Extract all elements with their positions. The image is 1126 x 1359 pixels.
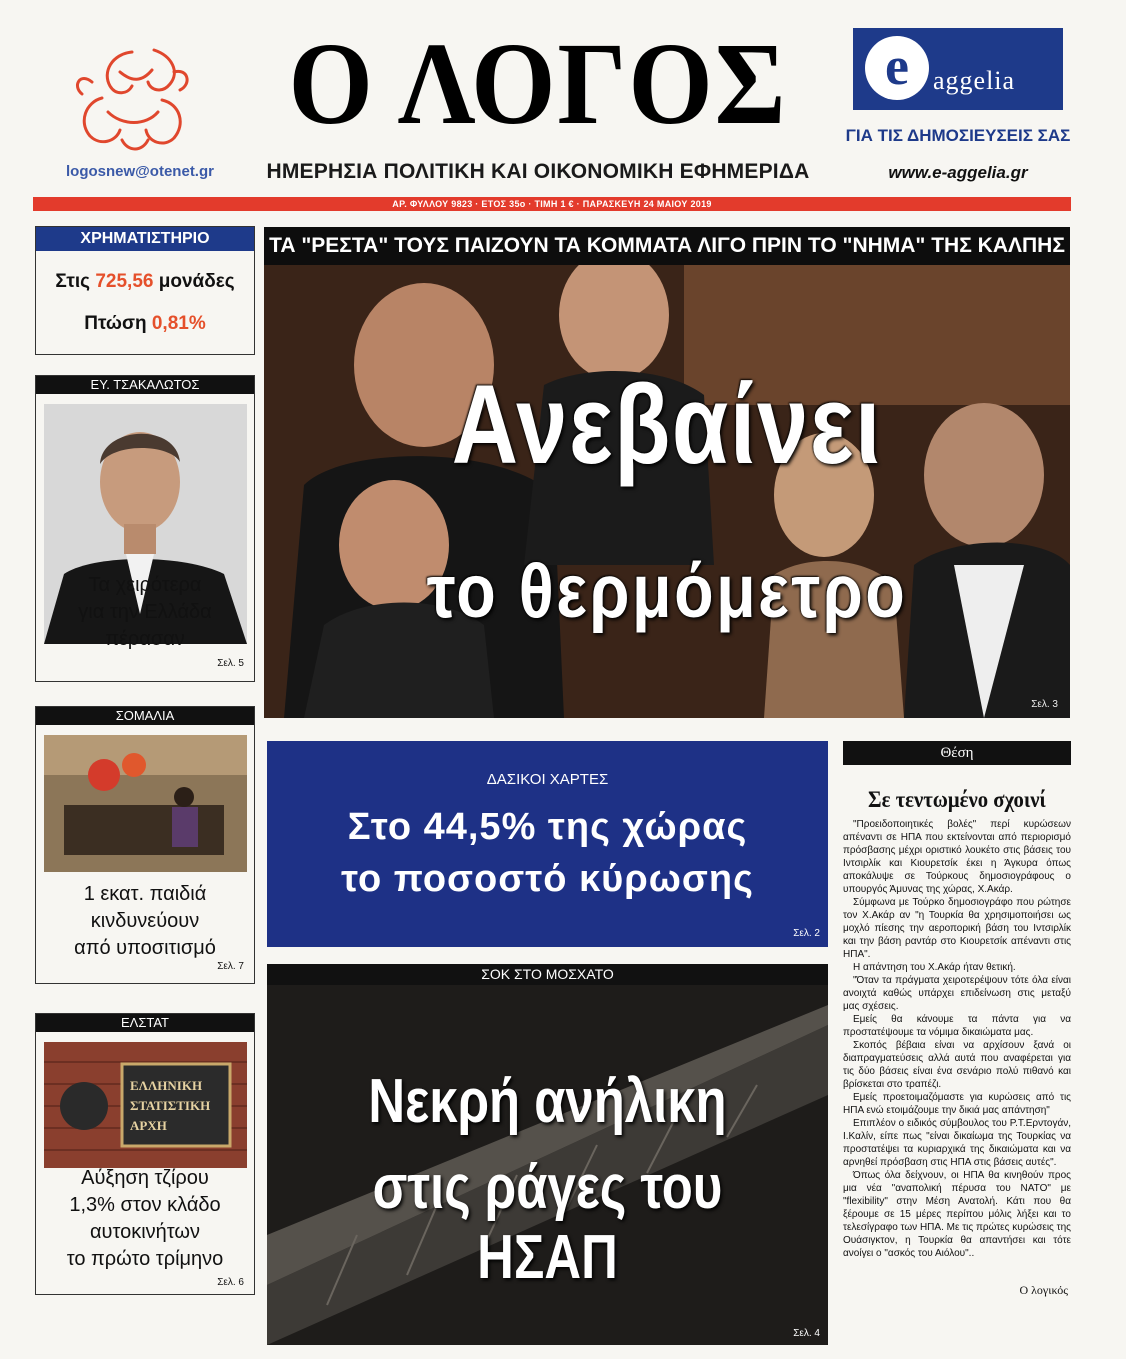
story-forest-maps[interactable] xyxy=(267,741,828,947)
stock-change-line xyxy=(36,313,254,335)
story-headline xyxy=(36,572,254,653)
opinion-paragraph: "Προειδοποιητικές βολές" περί κυρώσεων απέναντι σε ΗΠΑ που εκτείνονται από περιορισμό πρόσβασης μέχρι οριστικό λουκέτο στις βάσεις του Ιντσιρλίκ και Κιουρετσίκ έκει η Άγκυρα όπως αποκάλυψε σε Τούρκους δημοσιογράφους ο υπουργός Άμυνας της χώρας, Χ.Ακάρ. xyxy=(843,819,1071,895)
opinion-signature: Ο λογικός xyxy=(1019,1283,1068,1297)
story-kicker: ΔΑΣΙΚΟΙ ΧΑΡΤΕΣ xyxy=(486,771,609,788)
page-reference: Σελ. 5 xyxy=(217,658,244,669)
stock-index-suffix: μονάδες xyxy=(158,271,235,292)
newspaper-subtitle: ΗΜΕΡΗΣΙΑ ΠΟΛΙΤΙΚΗ ΚΑΙ ΟΙΚΟΝΟΜΙΚΗ ΕΦΗΜΕΡΙΔΑ xyxy=(266,160,810,183)
headline-line: Αύξηση τζίρου xyxy=(81,1167,209,1189)
opinion-paragraph: Εμείς προετοιμαζόμαστε για κυρώσεις από τις ΗΠΑ ενώ ετοιμάζουμε την δικιά μας απάντηση" xyxy=(843,1092,1071,1116)
headline-line: το πρώτο τρίμηνο xyxy=(66,1248,224,1270)
rail-headline-line1: Νεκρή ανήλικη xyxy=(368,1067,727,1136)
opinion-paragraph: Σύμφωνα με Τούρκο δημοσιογράφο που ρώτησε τον Χ.Ακάρ αν "η Τουρκία θα χρησιμοποιήσει ως μοχλό πίεσης την αεροπορική βάση του Ιντσιρλίκ και την βάση ραντάρ στο Κιουρετσίκ απέναντι στις ΗΠΑ". xyxy=(843,897,1071,960)
headline-line: αυτοκινήτων xyxy=(89,1221,201,1243)
headline-line: Τα χειρότερα xyxy=(88,574,202,596)
eaggelia-ad-logo[interactable] xyxy=(853,28,1063,110)
headline-line: κινδυνεύουν xyxy=(90,910,200,932)
story-elstat[interactable] xyxy=(35,1013,255,1295)
opinion-body xyxy=(843,818,1071,1278)
story-header: ΕΥ. ΤΣΑΚΑΛΩΤΟΣ xyxy=(36,376,254,394)
headline-line: από υποσιτισμό xyxy=(74,937,216,959)
stock-header: ΧΡΗΜΑΤΙΣΤΗΡΙΟ xyxy=(36,227,254,251)
lead-headline-line1: Ανεβαίνει xyxy=(451,362,883,487)
lead-kicker: ΤΑ "ΡΕΣΤΑ" ΤΟΥΣ ΠΑΙΖΟΥΝ ΤΑ ΚΟΜΜΑΤΑ ΛΙΓΟ ΠΡΙΝ ΤΟ "ΝΗΜΑ" ΤΗΣ ΚΑΛΠΗΣ xyxy=(264,227,1070,265)
newspaper-emblem xyxy=(62,42,202,160)
forest-headline-line1: Στο 44,5% της χώρας xyxy=(347,806,748,848)
opinion-paragraph: Η απάντηση του Χ.Ακάρ ήταν θετική. xyxy=(853,962,1016,973)
somalia-photo xyxy=(44,735,247,872)
page-reference: Σελ. 7 xyxy=(217,961,244,972)
stock-index-line xyxy=(36,271,254,293)
opinion-header: Θέση xyxy=(843,741,1071,765)
ad-url[interactable]: www.e-aggelia.gr xyxy=(888,163,1028,182)
stock-change-value: 0,81% xyxy=(151,313,206,334)
opinion-paragraph: Όπως όλα δείχνουν, οι ΗΠΑ θα κινηθούν προς μια νέα "αναπολική πέρυσα του ΝΑΤΟ" με "flexibility" στην Μέση Ανατολή. Κάτι που θα ξέρουμε σε 15 μέρες περίπου μόλις λήξει και το τελεσίγραφο των ΗΠΑ. Με τις πρώτες κυρώσεις της Ουάσιγκτον, η Τουρκία θα απαντήσει και τότε ανοίγει ο "ασκός του Αιόλου".. xyxy=(843,1170,1071,1259)
issue-info: ΑΡ. ΦΥΛΛΟΥ 9823 · ΕΤΟΣ 35ο · ΤΙΜΗ 1 € · ΠΑΡΑΣΚΕΥΗ 24 ΜΑΙΟΥ 2019 xyxy=(392,199,712,209)
opinion-paragraph: Επιπλέον ο ειδικός σύμβουλος του Ρ.Τ.Ερντογάν, Ι.Καλίν, είπε πως "είναι δικαίωμα της Τουρκίας να προστατέψει τα κυριαρχικά της δικαιώματα και να αρνηθεί πρόσβαση στις ΗΠΑ στις βάσεις αυτές". xyxy=(843,1118,1071,1168)
headline-line: 1,3% στον κλάδο xyxy=(69,1194,221,1216)
rail-kicker: ΣΟΚ ΣΤΟ ΜΟΣΧΑΤΟ xyxy=(267,964,828,985)
sign-line: ΕΛΛΗΝΙΚΗ xyxy=(130,1078,203,1093)
page-reference: Σελ. 6 xyxy=(217,1277,244,1288)
opinion-paragraph: Εμείς θα κάνουμε τα πάντα για να προστατέψουμε τα νόμιμα δικαιώματα μας. xyxy=(843,1014,1071,1038)
stock-market-box xyxy=(35,226,255,355)
story-headline xyxy=(36,1165,254,1273)
headline-line: 1 εκατ. παιδιά xyxy=(83,883,207,905)
elstat-sign xyxy=(130,1076,226,1136)
story-headline xyxy=(36,881,254,962)
eaggelia-wordmark: aggelia xyxy=(933,66,1016,95)
headline-line: πέρασαν xyxy=(105,628,185,650)
opinion-paragraph: "Όταν τα πράγματα χειροτερέψουν τότε όλα είναι ανοιχτά καθώς υπάρχει επιδείνωση στις μεταξύ μας σχέσεις. xyxy=(843,975,1071,1012)
opinion-paragraph: Σκοπός βέβαια είναι να αρχίσουν ξανά οι διαπραγματεύσεις αλλά αυτά που αναφέρεται για τις δύο βάσεις είναι ένα σενάριο πολύ πιθανό και βρίσκεται στο τραπέζι. xyxy=(843,1040,1071,1090)
politicians-photo xyxy=(264,265,1070,718)
contact-email[interactable]: logosnew@otenet.gr xyxy=(66,163,214,180)
opinion-title: Σε τεντωμένο σχοινί xyxy=(868,787,1046,812)
story-somalia[interactable] xyxy=(35,706,255,984)
page-reference: Σελ. 3 xyxy=(1031,699,1058,710)
sign-line: ΑΡΧΗ xyxy=(130,1118,167,1133)
issue-info-bar xyxy=(33,197,1071,211)
page-reference: Σελ. 4 xyxy=(793,1328,820,1339)
rail-headline-line2: στις ράγες του ΗΣΑΠ xyxy=(372,1153,723,1292)
stock-index-value: 725,56 xyxy=(95,271,154,292)
eaggelia-e-icon: e xyxy=(865,36,929,100)
headline-line: για την Ελλάδα xyxy=(78,601,212,623)
newspaper-title: Ο ΛΟΓΟΣ xyxy=(288,18,788,149)
ad-tagline: ΓΙΑ ΤΙΣ ΔΗΜΟΣΙΕΥΣΕΙΣ ΣΑΣ xyxy=(845,126,1071,145)
rail-story-photo[interactable] xyxy=(267,985,828,1345)
lead-story-photo[interactable] xyxy=(264,265,1070,718)
story-tsakalotos[interactable] xyxy=(35,375,255,682)
story-header: ΕΛΣΤΑΤ xyxy=(36,1014,254,1032)
page-reference: Σελ. 2 xyxy=(793,928,820,939)
stock-change-prefix: Πτώση xyxy=(84,313,147,334)
story-header: ΣΟΜΑΛΙΑ xyxy=(36,707,254,725)
sign-line: ΣΤΑΤΙΣΤΙΚΗ xyxy=(130,1098,211,1113)
lead-headline-line2: το θερμόμετρο xyxy=(426,549,908,634)
stock-index-prefix: Στις xyxy=(55,271,91,292)
forest-headline-line2: το ποσοστό κύρωσης xyxy=(341,858,754,900)
elstat-building-photo xyxy=(44,1042,247,1168)
